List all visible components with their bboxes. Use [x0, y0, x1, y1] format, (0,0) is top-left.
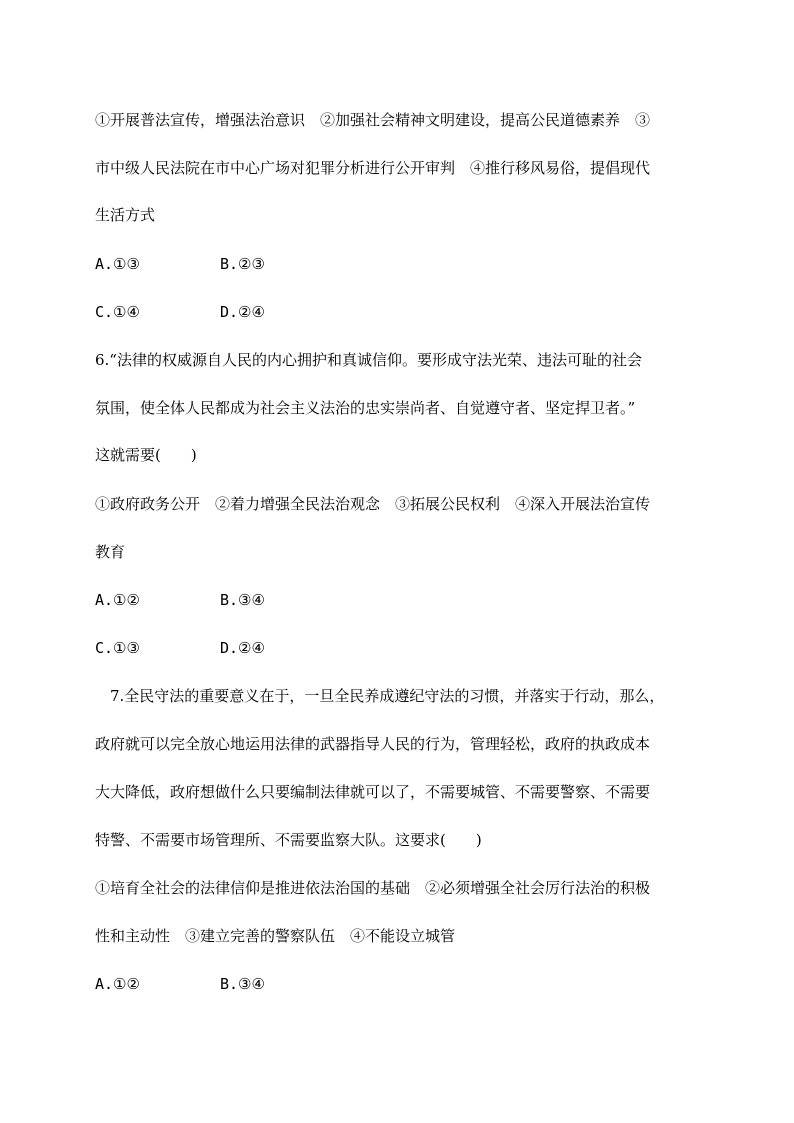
q7-stem-line-3: 大大降低，政府想做什么只要编制法律就可以了，不需要城管、不需要警察、不需要	[95, 783, 651, 801]
q6-option-b: B.③④	[220, 591, 265, 609]
q7-stem-line-4: 特警、不需要市场管理所、不需要监察大队。这要求( )	[95, 831, 482, 849]
q7-option-a: A.①②	[95, 975, 140, 993]
q6-stem-line-1: 6.“法律的权威源自人民的内心拥护和真诚信仰。要形成守法光荣、违法可耻的社会	[95, 351, 642, 369]
q5-statement-line-2: 市中级人民法院在市中心广场对犯罪分析进行公开审判 ④推行移风易俗，提倡现代	[95, 159, 651, 177]
q5-option-d: D.②④	[220, 303, 265, 321]
q6-stem-line-2: 氛围，使全体人民都成为社会主义法治的忠实崇尚者、自觉遵守者、坚定捍卫者。”	[95, 399, 636, 417]
q7-option-b: B.③④	[220, 975, 265, 993]
q6-option-a: A.①②	[95, 591, 140, 609]
q6-option-c: C.①③	[95, 639, 140, 657]
q5-option-c: C.①④	[95, 303, 140, 321]
q7-stem-line-2: 政府就可以完全放心地运用法律的武器指导人民的行为，管理轻松，政府的执政成本	[95, 735, 651, 753]
q7-statement-line-1: ①培育全社会的法律信仰是推进依法治国的基础 ②必须增强全社会厉行法治的积极	[95, 879, 651, 897]
q6-option-d: D.②④	[220, 639, 265, 657]
q6-statement-line-2: 教育	[95, 543, 126, 561]
q5-option-a: A.①③	[95, 255, 140, 273]
q5-option-b: B.②③	[220, 255, 265, 273]
q6-stem-line-3: 这就需要( )	[95, 446, 197, 464]
q6-statement-line-1: ①政府政务公开 ②着力增强全民法治观念 ③拓展公民权利 ④深入开展法治宣传	[95, 495, 651, 513]
q5-statement-line-3: 生活方式	[95, 206, 156, 224]
q5-statement-line-1: ①开展普法宣传，增强法治意识 ②加强社会精神文明建设，提高公民道德素养 ③	[95, 111, 651, 129]
q7-statement-line-2: 性和主动性 ③建立完善的警察队伍 ④不能设立城管	[95, 927, 456, 945]
q7-stem-line-1: 7.全民守法的重要意义在于，一旦全民养成遵纪守法的习惯，并落实于行动，那么，	[95, 687, 665, 705]
